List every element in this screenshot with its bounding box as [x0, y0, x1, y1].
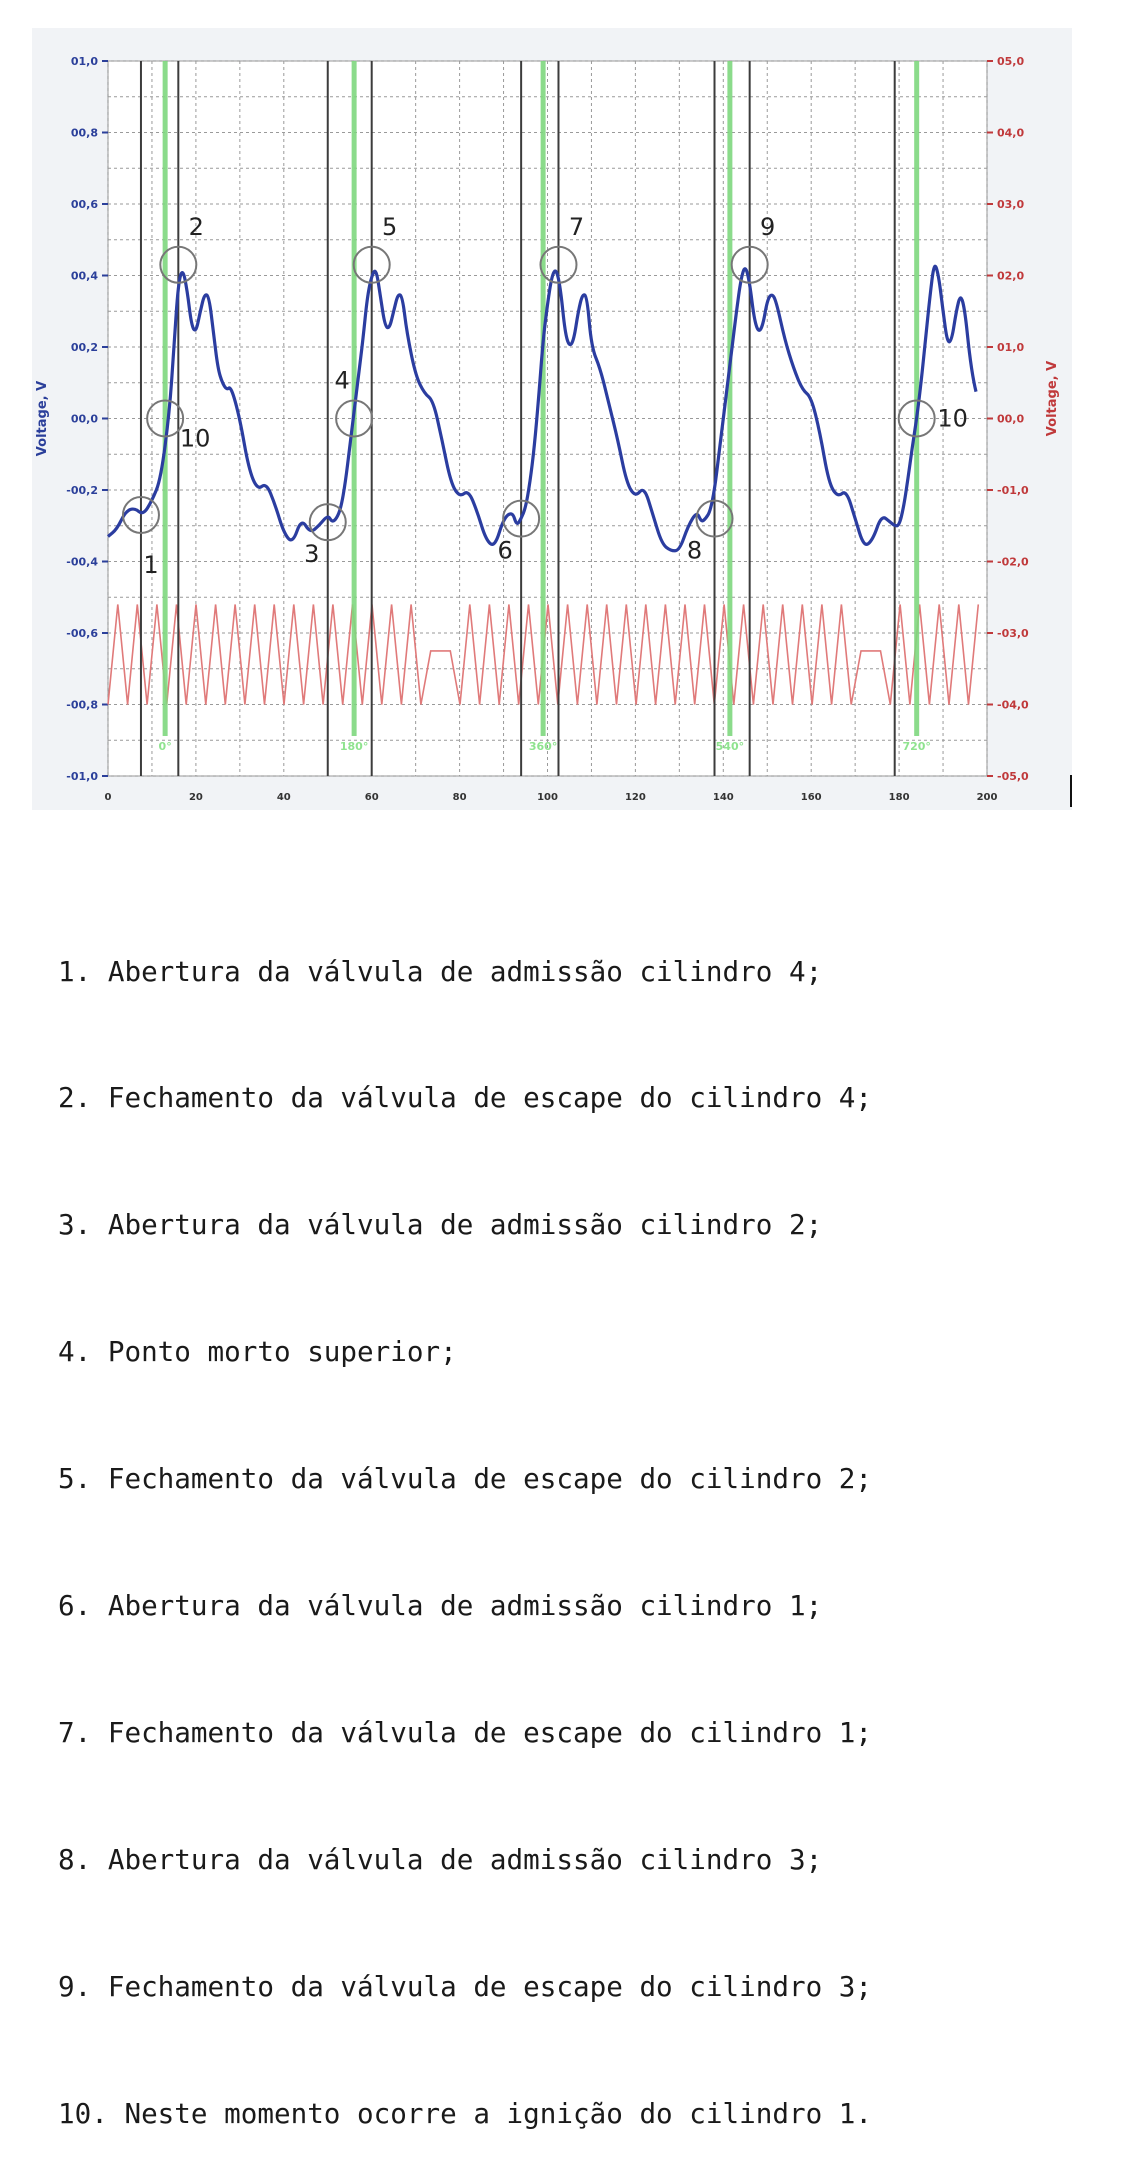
annotation-number: 9 — [760, 212, 776, 241]
legend-item: 2. Fechamento da válvula de escape do cilindro 4; — [58, 1081, 873, 1115]
y-tick-label-left: 00,2 — [70, 341, 98, 354]
y-tick-label-left: 00,4 — [70, 269, 98, 283]
annotation-legend — [58, 866, 872, 2177]
x-tick-label: 40 — [276, 792, 291, 803]
annotation-number: 1 — [143, 551, 159, 580]
annotation-number: 2 — [188, 212, 204, 241]
x-tick-label: 180 — [888, 792, 910, 803]
x-tick-label: 0 — [104, 792, 112, 803]
annotation-number: 10 — [937, 404, 968, 433]
annotation-number: 4 — [334, 366, 350, 395]
y-tick-label-right: 00,0 — [997, 412, 1025, 426]
annotation-number: 3 — [304, 540, 320, 569]
y-tick-label-left: -00,4 — [66, 555, 98, 569]
voltage-chart — [32, 28, 1072, 810]
y-tick-label-right: -02,0 — [997, 555, 1029, 569]
x-tick-label: 80 — [452, 792, 467, 803]
y-tick-label-left: -00,6 — [66, 627, 98, 640]
y-tick-label-right: 05,0 — [997, 55, 1025, 68]
legend-item: 6. Abertura da válvula de admissão cilindro 1; — [58, 1589, 823, 1623]
legend-item: 10. Neste momento ocorre a ignição do cilindro 1. — [58, 2096, 873, 2130]
x-tick-label: 100 — [537, 792, 558, 803]
y-tick-label-left: 01,0 — [70, 55, 98, 68]
y-tick-label-right: -01,0 — [997, 484, 1029, 497]
crank-angle-label: 180° — [339, 740, 369, 753]
annotation-number: 8 — [686, 536, 703, 565]
annotation-number: 10 — [179, 424, 211, 453]
y-tick-label-right: 03,0 — [997, 198, 1025, 211]
y-tick-label-left: 00,0 — [70, 412, 98, 426]
y-tick-label-left: -00,2 — [66, 484, 98, 497]
y-tick-label-left: -01,0 — [66, 770, 98, 783]
legend-item: 7. Fechamento da válvula de escape do cilindro 1; — [58, 1715, 873, 1749]
legend-item: 5. Fechamento da válvula de escape do cilindro 2; — [58, 1462, 873, 1496]
y-tick-label-right: -04,0 — [997, 698, 1029, 712]
x-tick-label: 120 — [624, 792, 646, 803]
crank-angle-label: 540° — [715, 740, 745, 753]
legend-item: 8. Abertura da válvula de admissão cilindro 3; — [58, 1842, 823, 1876]
y-tick-label-right: 02,0 — [997, 269, 1025, 283]
y-tick-label-right: 04,0 — [997, 126, 1025, 140]
y-tick-label-left: 00,8 — [70, 126, 98, 140]
crank-angle-label: 360° — [528, 740, 558, 753]
y-axis-label-right: Voltage, V — [1045, 360, 1060, 437]
x-tick-label: 160 — [800, 792, 822, 803]
x-tick-label: 20 — [188, 792, 203, 803]
y-tick-label-right: 01,0 — [997, 341, 1025, 354]
chart-panel — [32, 28, 1072, 810]
x-tick-label: 140 — [712, 792, 734, 803]
annotation-number: 5 — [382, 212, 398, 241]
x-tick-label: 200 — [976, 792, 998, 803]
y-axis-label-left: Voltage, V — [35, 380, 50, 457]
crank-angle-label: 0° — [158, 740, 172, 753]
y-tick-label-right: -03,0 — [997, 627, 1029, 640]
legend-item: 1. Abertura da válvula de admissão cilindro 4; — [58, 954, 823, 988]
crank-angle-label: 720° — [902, 740, 931, 753]
y-tick-label-left: -00,8 — [66, 698, 98, 712]
legend-item: 3. Abertura da válvula de admissão cilindro 2; — [58, 1208, 823, 1242]
y-tick-label-right: -05,0 — [997, 770, 1029, 783]
x-tick-label: 60 — [364, 792, 379, 803]
legend-item: 4. Ponto morto superior; — [58, 1335, 457, 1369]
y-tick-label-left: 00,6 — [70, 198, 98, 211]
annotation-number: 7 — [568, 212, 585, 241]
legend-item: 9. Fechamento da válvula de escape do cilindro 3; — [58, 1969, 873, 2003]
annotation-number: 6 — [497, 536, 513, 565]
text-cursor-mark — [1070, 775, 1072, 807]
